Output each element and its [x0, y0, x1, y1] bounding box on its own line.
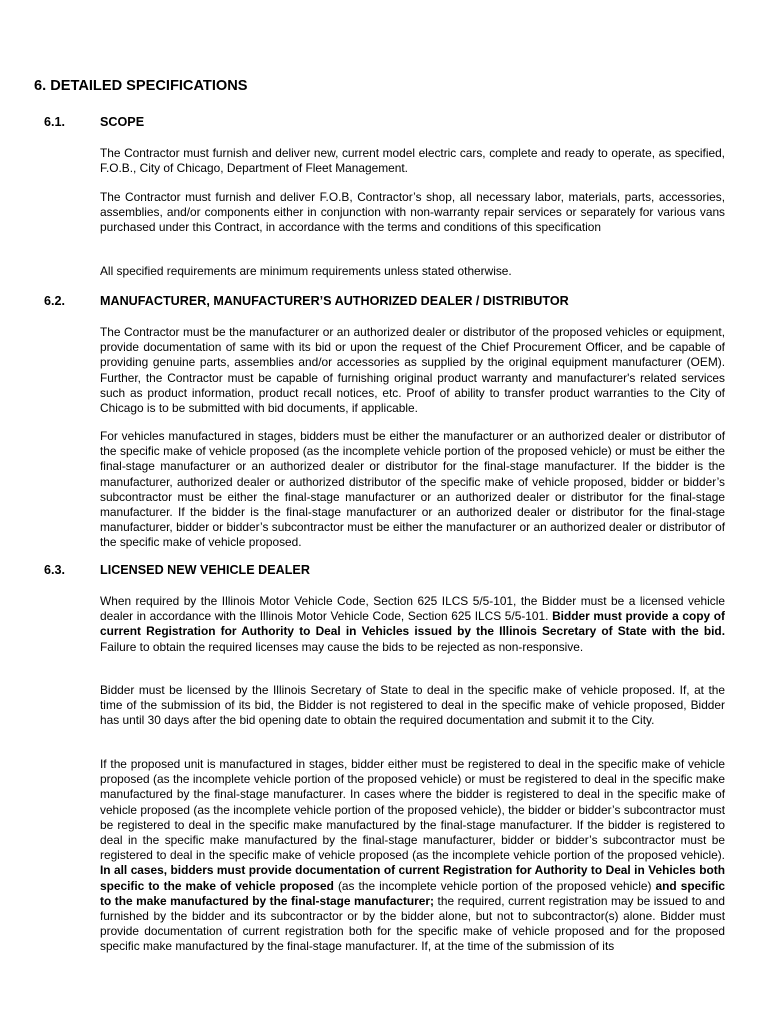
- text-run: When required by the Illinois Motor Vehicle Code, Section 625 ILCS 5/5-101, the Bidder must be a licensed vehicle dealer in accordance with the Illinois Motor Vehicle Code, Section 625 ILCS 5/5-101.: [100, 594, 725, 624]
- text-run: If the proposed unit is manufactured in stages, bidder either must be registered to deal in the specific make of vehicle proposed (as the incomplete vehicle portion of the proposed vehicle) or must be registered to deal in the specific make manufactured by the final-stage manufacturer. In cases where the bidder is registered to deal in the specific make of vehicle proposed (as the incomplete vehicle portion of the proposed vehicle), the bidder or bidder’s subcontractor must be registered to deal in the specific make manufactured by the final-stage manufacturer. If the bidder is registered to deal in the specific make manufactured by the final-stage manufacturer, bidder or bidder’s subcontractor must be registered to deal in the specific make of vehicle proposed (as the incomplete vehicle portion of the proposed vehicle).: [100, 757, 725, 863]
- bold-text-run: In all cases, bidders must provide documentation of current Registration for Authority to Deal in Vehicles both specific to the make of vehicle proposed: [100, 863, 725, 893]
- page-title: 6. DETAILED SPECIFICATIONS: [34, 78, 248, 94]
- section-heading-scope: [44, 115, 144, 129]
- bold-text-run: and specific to the make manufactured by the final-stage manufacturer;: [100, 878, 725, 908]
- section-number: 6.3.: [44, 563, 66, 577]
- text-run: (as the incomplete vehicle portion of the proposed vehicle): [333, 878, 656, 893]
- text-run: the required, current registration may be issued to and furnished by the bidder and its subcontractor or by the bidder alone, but not to subcontractor(s) alone. Bidder must provide documentation of current registration both for the specific make of vehicle proposed and for the proposed specific make manufactured by the final-stage manufacturer. If, at the time of the submission of its: [100, 893, 725, 954]
- section-number: 6.2.: [44, 294, 66, 308]
- paragraph: The Contractor must be the manufacturer or an authorized dealer or distributor of the proposed vehicles or equipment, provide documentation of same with its bid or upon the request of the Chief Procurement Officer, and be capable of providing genuine parts, assemblies and/or accessories as supplied by the original equipment manufacturer (OEM). Further, the Contractor must be capable of furnishing original product warranty and manufacturer's related services such as product information, product recall notices, etc. Proof of ability to transfer product warranties to the City of Chicago is to be submitted with bid documents, if applicable.: [100, 325, 725, 416]
- paragraph: The Contractor must furnish and deliver new, current model electric cars, complete and ready to operate, as specified, F.O.B., City of Chicago, Department of Fleet Management.: [100, 146, 725, 176]
- section-number: 6.1.: [44, 115, 66, 129]
- paragraph: For vehicles manufactured in stages, bidders must be either the manufacturer or an authorized dealer or distributor of the specific make of vehicle proposed (as the incomplete vehicle portion of the proposed vehicle) or must be either the final-stage manufacturer or an authorized dealer or distributor for the final-stage manufacturer. If the bidder is the manufacturer, authorized dealer or authorized distributor of the specific make of vehicle proposed, bidder or bidder’s subcontractor must be either the final-stage manufacturer or an authorized dealer or distributor for the final-stage manufacturer. If the bidder is the final-stage manufacturer or an authorized dealer or distributor for the final-stage manufacturer, bidder or bidder’s subcontractor must be either the manufacturer or an authorized dealer or distributor of the specific make of vehicle proposed.: [100, 429, 725, 550]
- bold-text-run: Bidder must provide a copy of current Registration for Authority to Deal in Vehicles issued by the Illinois Secretary of State with the bid.: [100, 609, 725, 639]
- paragraph: Bidder must be licensed by the Illinois Secretary of State to deal in the specific make of vehicle proposed. If, at the time of the submission of its bid, the Bidder is not registered to deal in the specific make of vehicle proposed, Bidder has until 30 days after the bid opening date to obtain the required documentation and submit it to the City.: [100, 683, 725, 728]
- paragraph: [100, 757, 725, 955]
- section-heading-manufacturer: [44, 294, 569, 308]
- section-title: SCOPE: [100, 115, 145, 129]
- section-heading-licensed-dealer: [44, 563, 310, 577]
- paragraph: The Contractor must furnish and deliver F.O.B, Contractor’s shop, all necessary labor, materials, parts, accessories, assemblies, and/or components either in conjunction with non-warranty repair services or separately for various vans purchased under this Contract, in accordance with the terms and conditions of this specification: [100, 190, 725, 235]
- paragraph: [100, 594, 725, 655]
- section-title: LICENSED NEW VEHICLE DEALER: [100, 563, 310, 577]
- paragraph: All specified requirements are minimum requirements unless stated otherwise.: [100, 264, 512, 278]
- text-run: Failure to obtain the required licenses may cause the bids to be rejected as non-responsive.: [100, 639, 584, 654]
- section-title: MANUFACTURER, MANUFACTURER’S AUTHORIZED DEALER / DISTRIBUTOR: [100, 294, 569, 308]
